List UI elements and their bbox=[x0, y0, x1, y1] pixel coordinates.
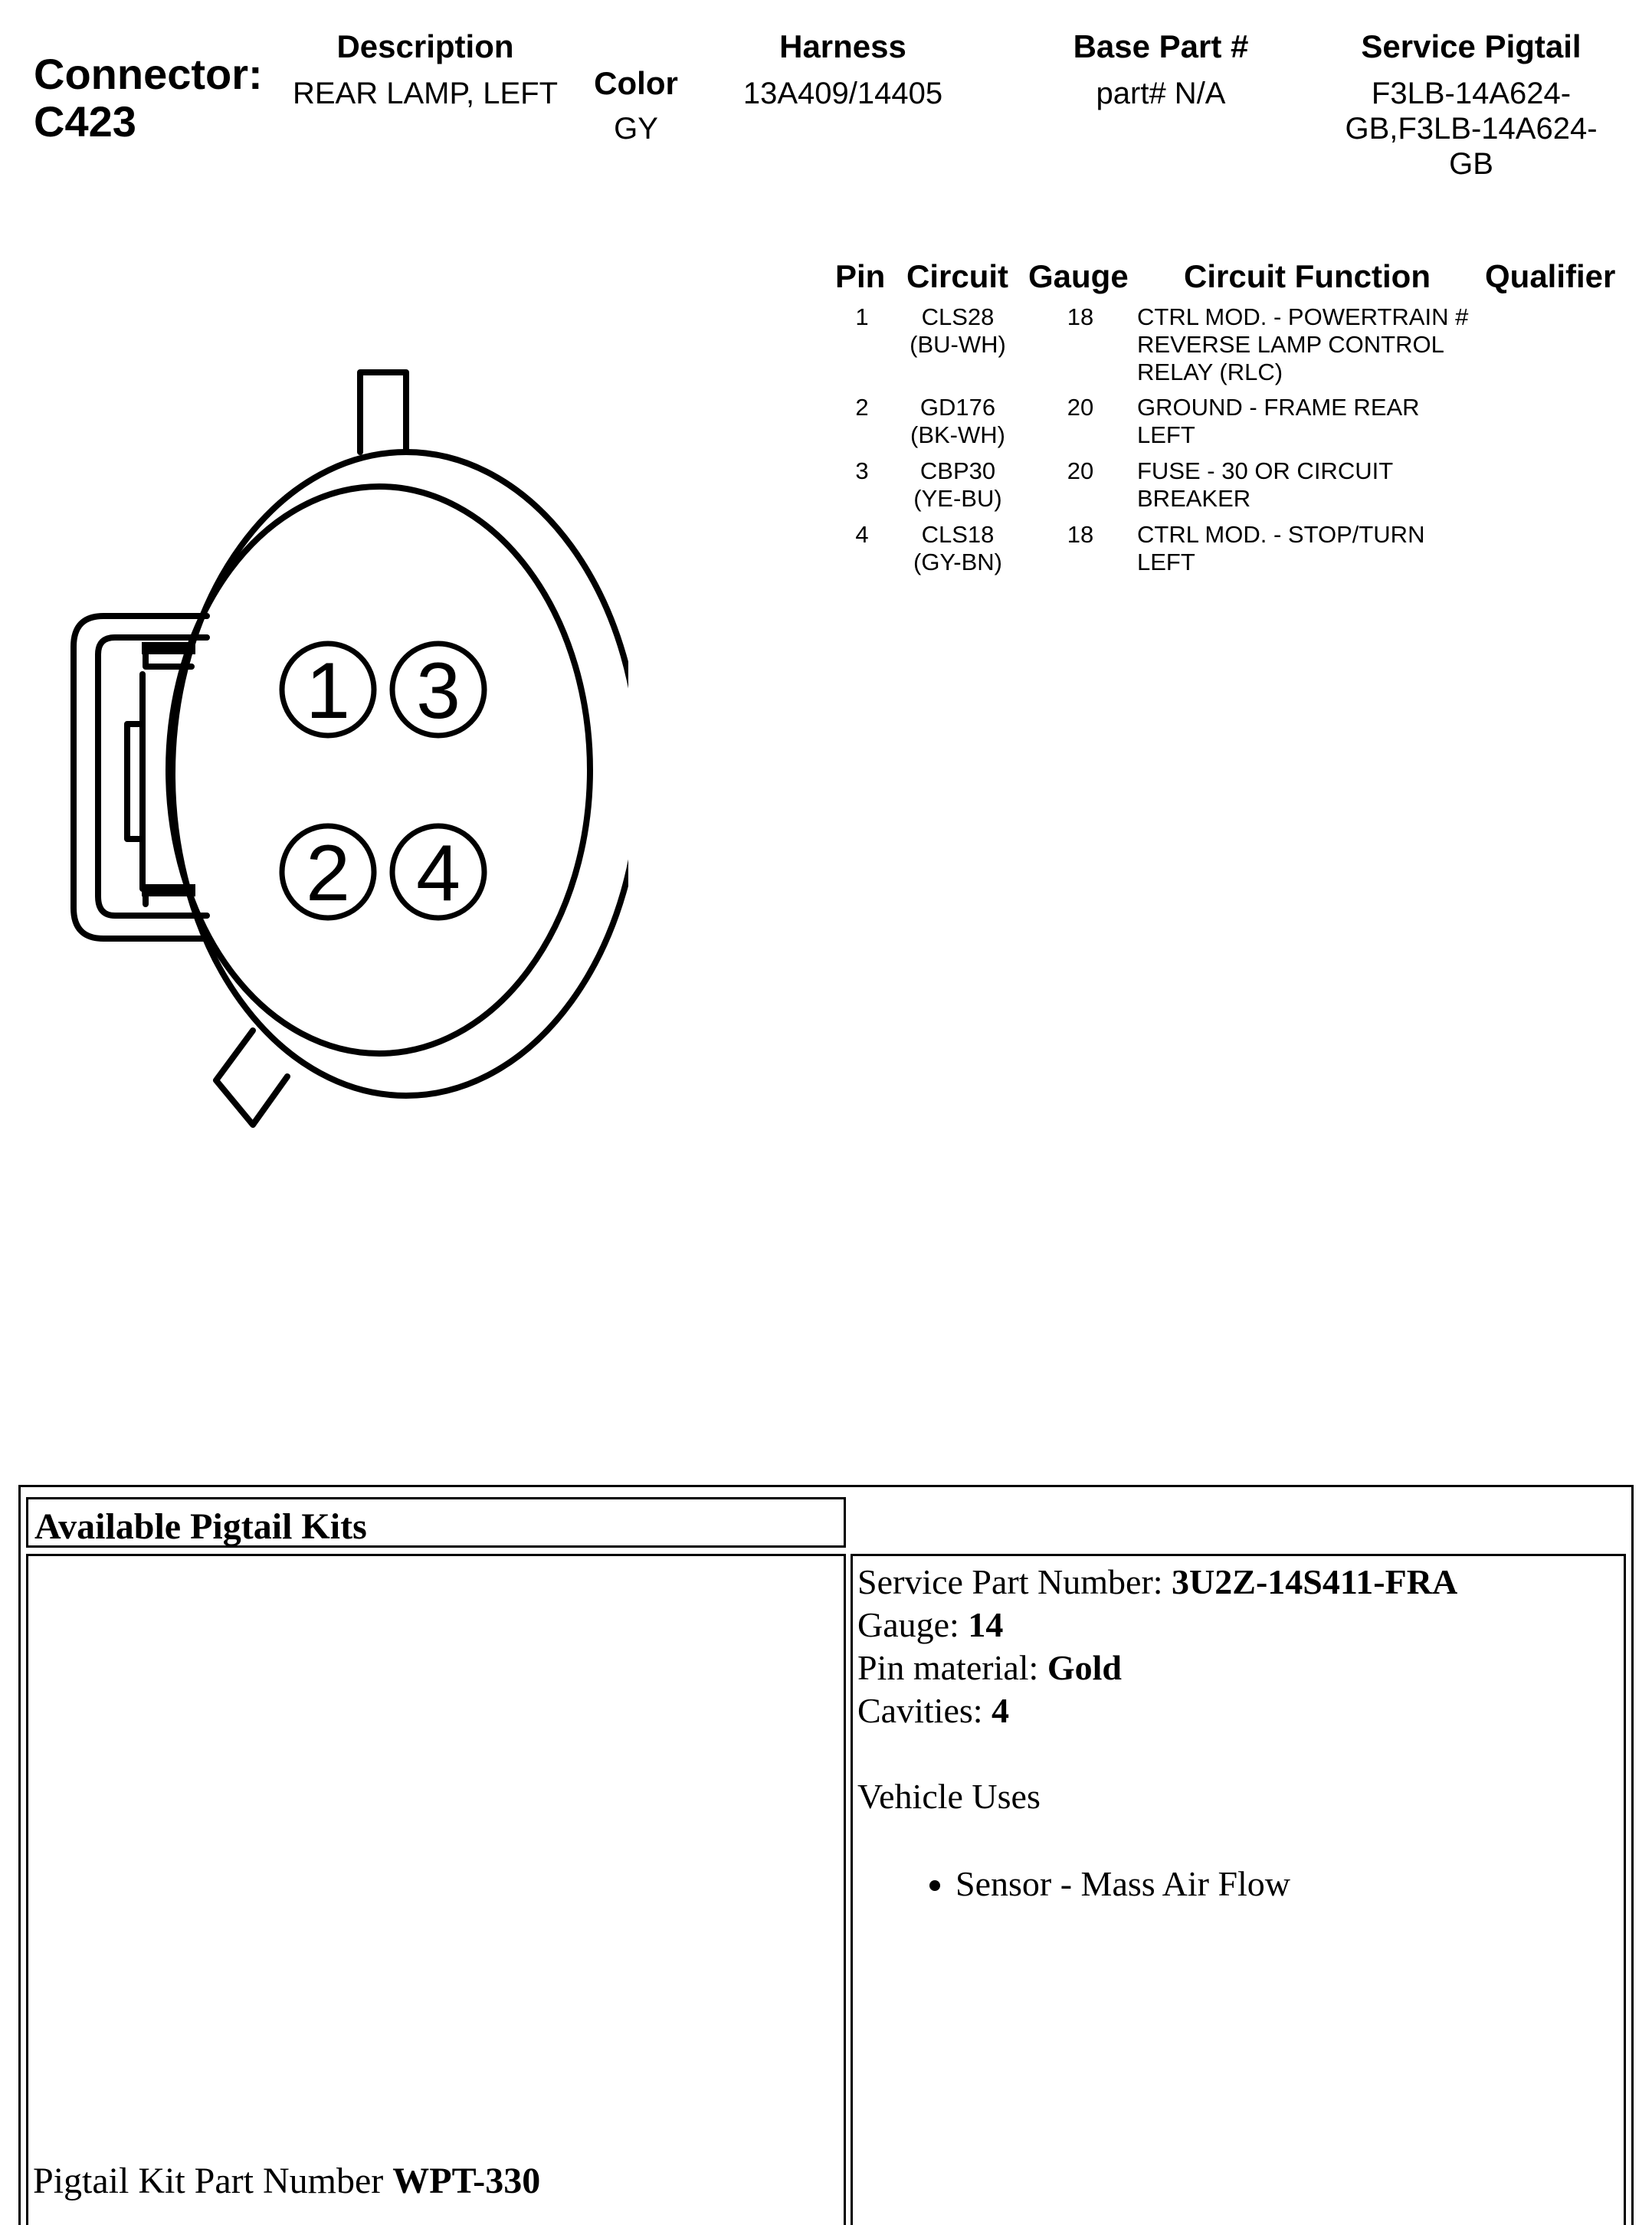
color-value: GY bbox=[614, 112, 658, 146]
pigtail-spec-cell bbox=[851, 1554, 1626, 2225]
circuit-color: (BU-WH) bbox=[910, 331, 1006, 358]
function-line: LEFT bbox=[1137, 549, 1195, 575]
circuit-function bbox=[1137, 521, 1424, 576]
base-part-header: Base Part # bbox=[1073, 28, 1249, 64]
service-pigtail-value bbox=[1318, 76, 1624, 182]
service-pigtail-header: Service Pigtail bbox=[1361, 28, 1582, 64]
pin-number: 2 bbox=[855, 394, 869, 421]
function-line: BREAKER bbox=[1137, 485, 1251, 512]
function-line: REVERSE LAMP CONTROL bbox=[1137, 331, 1444, 358]
outer-housing bbox=[172, 452, 628, 1096]
inner-face bbox=[169, 487, 590, 1054]
circuit-id: CLS18 bbox=[921, 521, 995, 548]
gauge-value: 20 bbox=[1067, 457, 1094, 484]
description-value: REAR LAMP, LEFT bbox=[292, 77, 559, 110]
circuit-cell bbox=[896, 457, 1019, 513]
vehicle-use-item: • Sensor - Mass Air Flow bbox=[955, 1863, 1457, 1906]
vehicle-uses-list bbox=[857, 1863, 1457, 1906]
color-header: Color bbox=[594, 65, 678, 101]
function-line: CTRL MOD. - STOP/TURN bbox=[1137, 521, 1425, 548]
qualifier-column-header: Qualifier bbox=[1485, 258, 1616, 294]
circuit-function bbox=[1137, 303, 1468, 386]
gauge-value: 18 bbox=[1067, 521, 1094, 548]
pigtail-title-cell bbox=[26, 1497, 846, 1548]
top-tab bbox=[360, 372, 406, 452]
service-part-label: Service Part Number: bbox=[857, 1562, 1172, 1601]
service-part-value: 3U2Z-14S411-FRA bbox=[1172, 1562, 1458, 1601]
pin-number: 4 bbox=[855, 521, 869, 548]
circuit-color: (BK-WH) bbox=[910, 421, 1005, 448]
service-pigtail-line: GB bbox=[1449, 147, 1493, 181]
function-line: GROUND - FRAME REAR bbox=[1137, 394, 1420, 421]
function-line: CTRL MOD. - POWERTRAIN # bbox=[1137, 303, 1469, 330]
pigtail-title: Available Pigtail Kits bbox=[34, 1506, 367, 1547]
pin-material-label: Pin material: bbox=[857, 1648, 1047, 1687]
connector-face-diagram bbox=[61, 360, 628, 1142]
pin-column-header: Pin bbox=[835, 258, 886, 294]
circuit-id: GD176 bbox=[919, 394, 996, 421]
vehicle-uses-label: Vehicle Uses bbox=[857, 1777, 1041, 1816]
circuit-function-column-header: Circuit Function bbox=[1184, 258, 1431, 294]
pin-label-1: 1 bbox=[306, 647, 350, 736]
circuit-function bbox=[1137, 394, 1420, 449]
gauge-value: 18 bbox=[1067, 303, 1094, 330]
function-line: LEFT bbox=[1137, 421, 1195, 448]
circuit-id: CLS28 bbox=[921, 303, 995, 330]
pin-label-4: 4 bbox=[416, 829, 461, 918]
pin-number: 3 bbox=[855, 457, 869, 484]
circuit-function bbox=[1137, 457, 1393, 513]
service-pigtail-line: GB,F3LB-14A624- bbox=[1345, 112, 1598, 146]
gauge-label: Gauge: bbox=[857, 1605, 969, 1644]
kit-label: Pigtail Kit Part Number bbox=[33, 2161, 393, 2201]
cavities-value: 4 bbox=[992, 1691, 1010, 1730]
harness-header: Harness bbox=[779, 28, 906, 64]
cavities-label: Cavities: bbox=[857, 1691, 992, 1730]
pigtail-kit-part-number bbox=[33, 2160, 540, 2202]
service-part-number bbox=[857, 1561, 1457, 1604]
connector-label: Connector: bbox=[34, 50, 263, 98]
gauge-value: 20 bbox=[1067, 394, 1094, 421]
latch-inner bbox=[98, 637, 207, 916]
pin-label-3: 3 bbox=[416, 647, 461, 736]
pin-label-2: 2 bbox=[306, 829, 350, 918]
circuit-column-header: Circuit bbox=[906, 258, 1009, 294]
function-line: RELAY (RLC) bbox=[1137, 359, 1283, 385]
harness-value: 13A409/14405 bbox=[742, 77, 943, 110]
circuit-color: (GY-BN) bbox=[913, 549, 1002, 575]
pin-number: 1 bbox=[855, 303, 869, 330]
pigtail-kit-cell bbox=[26, 1554, 846, 2225]
pigtail-specs bbox=[857, 1561, 1457, 1906]
pin-material-value: Gold bbox=[1047, 1648, 1122, 1687]
pin-material-spec bbox=[857, 1647, 1457, 1689]
service-pigtail-line: F3LB-14A624- bbox=[1371, 77, 1572, 110]
circuit-color: (YE-BU) bbox=[913, 485, 1002, 512]
gauge-column-header: Gauge bbox=[1028, 258, 1129, 294]
kit-value: WPT-330 bbox=[392, 2161, 541, 2201]
circuit-id: CBP30 bbox=[919, 457, 996, 484]
cavities-spec bbox=[857, 1689, 1457, 1732]
description-header: Description bbox=[336, 28, 514, 64]
gauge-spec-value: 14 bbox=[968, 1605, 1004, 1644]
circuit-cell bbox=[896, 394, 1019, 449]
circuit-cell bbox=[896, 521, 1019, 576]
base-part-value: part# N/A bbox=[1096, 77, 1226, 110]
circuit-cell bbox=[896, 303, 1019, 359]
connector-title bbox=[34, 51, 263, 146]
gauge-spec bbox=[857, 1604, 1457, 1647]
connector-id: C423 bbox=[34, 97, 136, 146]
function-line: FUSE - 30 OR CIRCUIT bbox=[1137, 457, 1394, 484]
